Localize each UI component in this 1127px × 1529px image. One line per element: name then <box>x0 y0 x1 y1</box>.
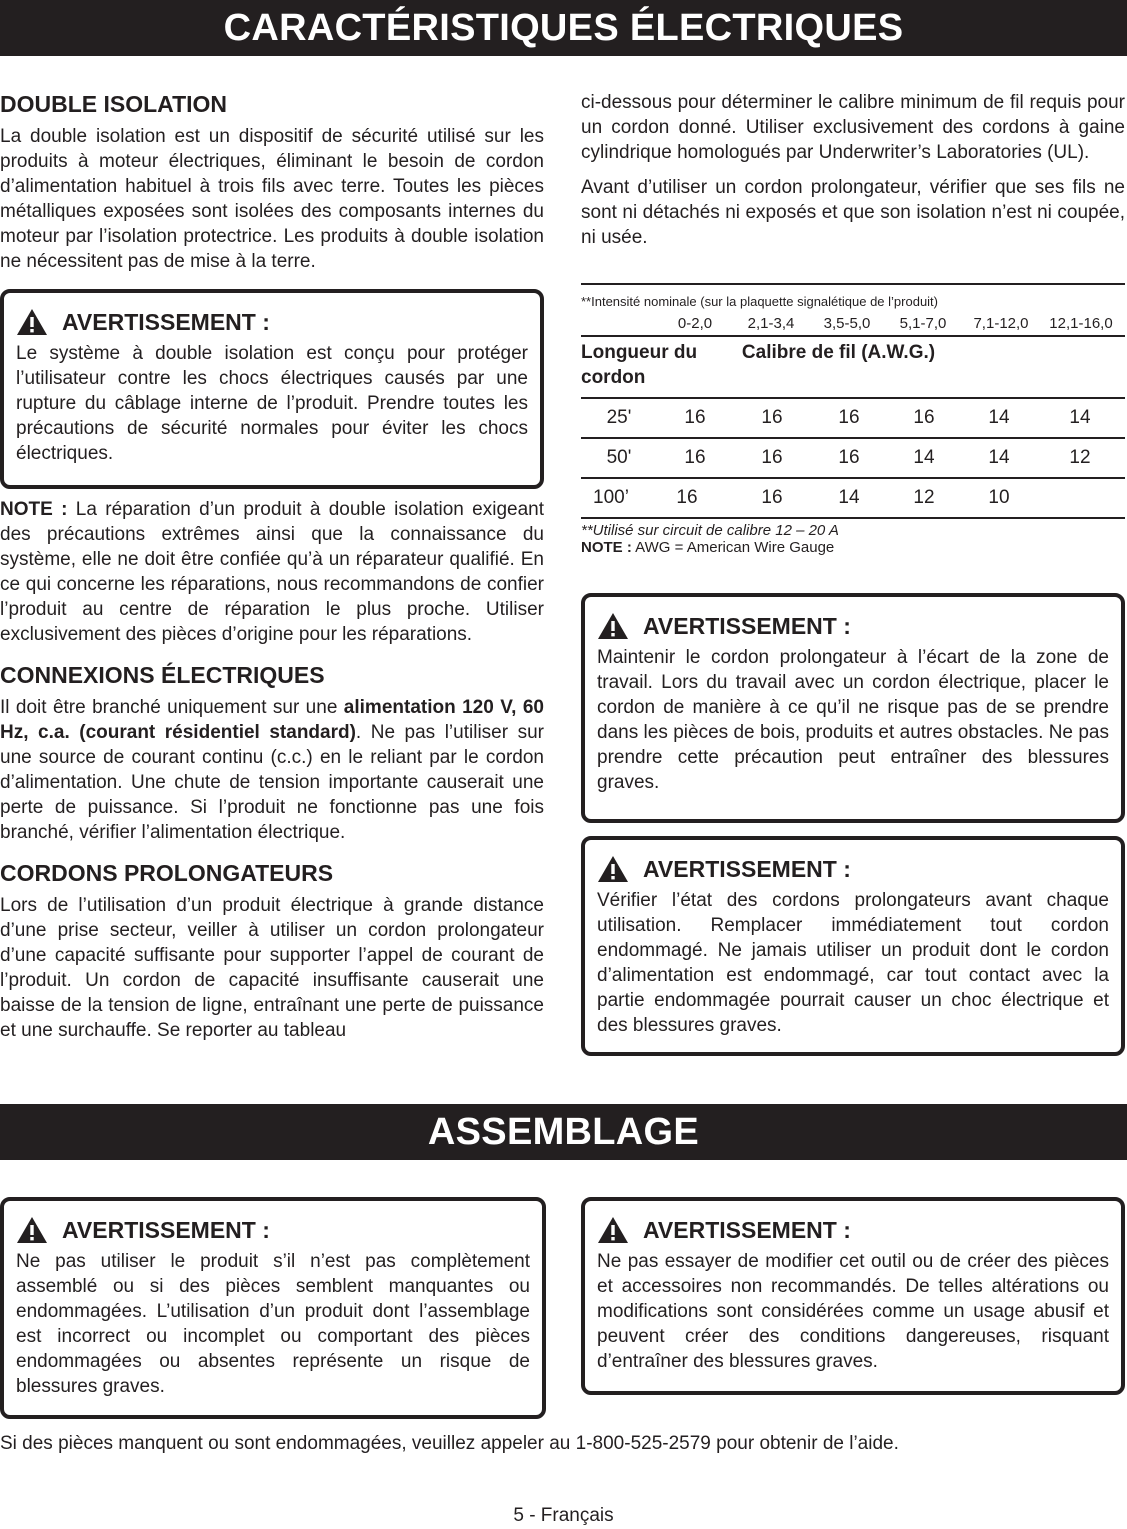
gauge-cell: 14 <box>838 487 860 508</box>
warning-text: Maintenir le cordon prolongateur à l’écart de la zone de travail. Lors du travail avec un cordon électrique, placer le cordon de manière à ce qu’il ne risque pas de se prendre dans les pièces de bois, produits et autres obstacles. Ne pas prendre cette précaution peut entraîner des blessures graves. <box>597 647 1109 793</box>
gauge-cell: 16 <box>838 447 860 468</box>
double-isolation-text: La double isolation est un dispositif de sécurité utilisé sur les produits à moteur électriques, éliminant le besoin de cordon d’alimentation habituel à trois fils avec terre. Toutes les pièces métalliques exposées sont isolées des composants internes du moteur par l’isolation protectrice. Les produits à double isolation ne nécessitent pas de mise à la terre. <box>0 126 544 272</box>
range-cell: 3,5-5,0 <box>823 314 871 332</box>
section-banner-assembly: ASSEMBLAGE <box>0 1104 1127 1160</box>
double-isolation-heading: DOUBLE ISOLATION <box>0 91 228 117</box>
range-cell: 2,1-3,4 <box>747 314 795 332</box>
warning-header <box>597 611 1109 641</box>
warning-triangle-icon <box>16 308 48 336</box>
table-header-row <box>581 335 1125 399</box>
gauge-cell: 16 <box>676 487 698 508</box>
right-column-top <box>581 90 1125 260</box>
left-column-top <box>0 90 544 284</box>
cordons-heading: CORDONS PROLONGATEURS <box>0 860 334 886</box>
warning-title: AVERTISSEMENT : <box>62 308 270 335</box>
warning-box-cord-inspection <box>581 836 1125 1056</box>
gauge-cell: 14 <box>913 447 935 468</box>
gauge-cell: 10 <box>988 487 1010 508</box>
warning-triangle-icon <box>597 1216 629 1244</box>
warning-title: AVERTISSEMENT : <box>643 1216 851 1243</box>
gauge-cell: 12 <box>1069 447 1091 468</box>
length-cell: 25' <box>606 407 632 428</box>
table-note-text: AWG = American Wire Gauge <box>631 539 835 556</box>
warning-title: AVERTISSEMENT : <box>62 1216 270 1243</box>
warning-box-double-isolation <box>0 289 544 489</box>
section-banner-electrical: CARACTÉRISTIQUES ÉLECTRIQUES <box>0 0 1127 56</box>
gauge-cell: 16 <box>761 407 783 428</box>
warning-box-cord-placement <box>581 593 1125 823</box>
connexions-heading: CONNEXIONS ÉLECTRIQUES <box>0 662 325 688</box>
intensity-note: **Intensité nominale (sur la plaquette signalétique de l’produit) <box>581 294 938 309</box>
gauge-cell: 16 <box>684 447 706 468</box>
page-number: 5 - Français <box>513 1505 614 1526</box>
note-paragraph <box>0 497 544 647</box>
cordons-text-continued: ci-dessous pour déterminer le calibre minimum de fil requis pour un cordon donné. Utiliser exclusivement des cordons à gaine cylindrique homologués par Underwriter’s Laboratories (UL). <box>581 92 1125 163</box>
warning-box-modification <box>581 1197 1125 1395</box>
gauge-cell: 16 <box>761 487 783 508</box>
cordons-text: Lors de l’utilisation d’un produit électrique à grande distance d’une prise secteur, veiller à utiliser un cordon prolongateur d’une capacité suffisante pour supporter l’appel de courant de l’produit. Un cordon de capacité insuffisante causerait une baisse de la tension de ligne, entraînant une perte de puissance et une surchauffe. Se reporter au tableau <box>0 895 544 1041</box>
gauge-cell: 16 <box>913 407 935 428</box>
note-text: La réparation d’un produit à double isolation exigeant des précautions extrêmes ainsi que la connaissance du système, elle ne doit être confiée qu’à un réparateur qualifié. En ce qui concerne les réparations, nous recommandons de confier l’produit au centre de réparation le plus proche. Utiliser exclusivement des pièces d’origine pour les réparations. <box>0 499 545 645</box>
connexions-text-end: . Ne pas l’utiliser sur une source de courant continu (c.c.) en le reliant par le cordon d’alimentation. Une chute de tension importante causerait une perte de puissance. Si l’produit ne fonctionne pas une fois branché, vérifier l’alimentation électrique. <box>0 722 544 843</box>
table-row <box>581 399 1125 439</box>
warning-text: Ne pas utiliser le produit s’il n’est pas complètement assemblé ou si des pièces semblent manquantes ou endommagées. L’utilisation d’un produit dont l’assemblage est incorrect ou incomplet ou comportant des pièces endommagées ou absentes représente un risque de blessures graves. <box>16 1251 530 1397</box>
range-cell: 5,1-7,0 <box>899 314 947 332</box>
warning-header <box>597 1215 1109 1245</box>
table-row <box>581 439 1125 479</box>
amperage-ranges <box>581 311 1125 335</box>
range-cell: 12,1-16,0 <box>1049 314 1113 332</box>
connexions-text-start: Il doit être branché uniquement sur une <box>0 697 344 718</box>
warning-text: Ne pas essayer de modifier cet outil ou de créer des pièces et accessoires non recommandés. De telles altérations ou modifications sont considérées comme un usage abusif et peuvent créer des conditions dangereuses, risquant d’entraîner des blessures graves. <box>597 1251 1109 1372</box>
warning-triangle-icon <box>597 855 629 883</box>
extension-cord-table <box>581 283 1125 556</box>
warning-title: AVERTISSEMENT : <box>643 855 851 882</box>
cordons-text-2: Avant d’utiliser un cordon prolongateur, vérifier que ses fils ne sont ni détachés ni exposés et que son isolation n’est ni coupée, ni usée. <box>581 177 1125 248</box>
range-cell: 7,1-12,0 <box>973 314 1029 332</box>
gauge-cell: 14 <box>988 407 1010 428</box>
warning-header <box>597 854 1109 884</box>
left-column-bottom <box>0 497 544 1053</box>
warning-triangle-icon <box>597 612 629 640</box>
help-phone-line: Si des pièces manquent ou sont endommagées, veuillez appeler au 1-800-525-2579 pour obtenir de l’aide. <box>0 1433 899 1454</box>
warning-text: Le système à double isolation est conçu pour protéger l’utilisateur contre les chocs électriques causés par une rupture du câblage interne de l’produit. Prendre toutes les précautions de sécurité normales pour éviter les chocs électriques. <box>16 343 528 464</box>
table-footnote: **Utilisé sur circuit de calibre 12 – 20 A <box>581 522 839 539</box>
warning-text: Vérifier l’état des cordons prolongateurs avant chaque utilisation. Remplacer immédiatement tout cordon endommagé. Ne jamais utiliser un produit dont le cordon d’alimentation est endommagé, car tout contact avec la partie endommagée pourrait causer un choc électrique et des blessures graves. <box>597 890 1109 1036</box>
warning-header <box>16 1215 530 1245</box>
gauge-cell: 14 <box>1069 407 1091 428</box>
table-row <box>581 479 1125 519</box>
warning-triangle-icon <box>16 1216 48 1244</box>
length-cell: 50' <box>606 447 632 468</box>
connexions-text-bold: alimentation 120 V, 60 Hz, c.a. (courant résidentiel standard) <box>0 697 544 743</box>
length-cell: 100’ <box>593 487 629 508</box>
gauge-cell: 16 <box>838 407 860 428</box>
note-label: NOTE : <box>0 499 68 520</box>
gauge-column-header: Calibre de fil (A.W.G.) <box>741 342 936 363</box>
gauge-cell: 12 <box>913 487 935 508</box>
connexions-text <box>0 695 544 845</box>
gauge-cell: 16 <box>684 407 706 428</box>
range-cell: 0-2,0 <box>677 314 713 332</box>
table-top-rule <box>581 283 1125 311</box>
warning-title: AVERTISSEMENT : <box>643 612 851 639</box>
gauge-cell: 16 <box>761 447 783 468</box>
warning-box-assembly <box>0 1197 546 1419</box>
gauge-cell: 14 <box>988 447 1010 468</box>
warning-header <box>16 307 528 337</box>
length-column-header: Longueur du cordon <box>581 342 698 388</box>
table-note-label: NOTE : <box>581 539 632 556</box>
table-note <box>581 539 1125 556</box>
